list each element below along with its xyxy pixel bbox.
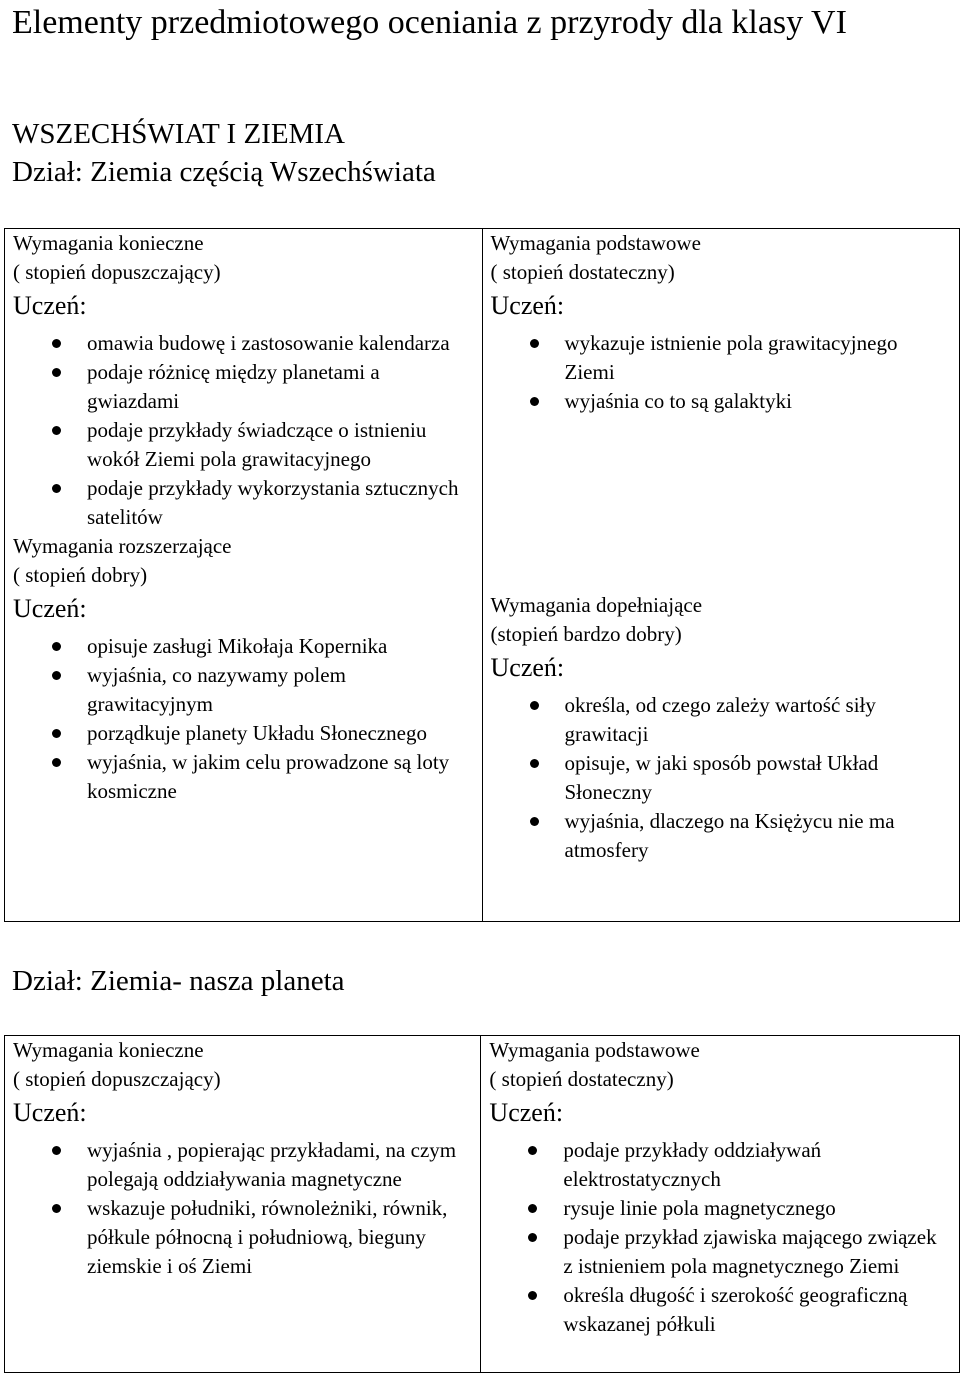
bullet-icon <box>530 397 539 406</box>
list-item <box>13 416 474 474</box>
bullet-icon <box>52 484 61 493</box>
grade-label: (stopień bardzo dobry) <box>490 622 682 646</box>
requirement-block <box>13 229 474 532</box>
requirement-block <box>13 532 474 806</box>
student-label: Uczeń: <box>13 1098 87 1127</box>
requirement-list <box>491 329 952 416</box>
list-item-text: opisuje zasługi Mikołaja Kopernika <box>87 634 388 658</box>
grade-label: ( stopień dostateczny) <box>489 1067 674 1091</box>
list-item <box>13 632 474 661</box>
list-item-text: podaje przykłady świadczące o istnieniu wokół Ziemi pola grawitacyjnego <box>87 418 427 471</box>
list-item <box>13 358 474 416</box>
list-item-text: wykazuje istnienie pola grawitacyjnego Ziemi <box>564 331 898 384</box>
right-column-1 <box>482 229 960 922</box>
grade-label: ( stopień dopuszczający) <box>13 260 221 284</box>
section-heading-2: Dział: Ziemia- nasza planeta <box>12 965 345 997</box>
list-item-text: wskazuje południki, równoleżniki, równik, półkule północną i południową, bieguny ziemskie i oś Ziemi <box>87 1196 448 1278</box>
list-item <box>13 474 474 532</box>
requirement-level: Wymagania rozszerzające <box>13 534 232 558</box>
requirement-block <box>491 229 952 591</box>
requirement-level: Wymagania konieczne <box>13 1038 204 1062</box>
bullet-icon <box>52 339 61 348</box>
requirement-block <box>489 1036 951 1339</box>
list-item <box>489 1194 951 1223</box>
bullet-icon <box>528 1204 537 1213</box>
bullet-icon <box>52 729 61 738</box>
list-item <box>13 748 474 806</box>
bullet-icon <box>52 758 61 767</box>
student-label: Uczeń: <box>13 594 87 623</box>
requirement-level: Wymagania konieczne <box>13 231 204 255</box>
list-item <box>491 807 952 865</box>
list-item <box>13 661 474 719</box>
list-item <box>491 749 952 807</box>
requirement-level: Wymagania podstawowe <box>489 1038 700 1062</box>
bullet-icon <box>528 1233 537 1242</box>
left-column-2 <box>5 1036 481 1373</box>
list-item-text: porządkuje planety Układu Słonecznego <box>87 721 427 745</box>
requirement-list <box>489 1136 951 1339</box>
requirement-list <box>13 329 474 532</box>
requirement-list <box>13 632 474 806</box>
list-item-text: omawia budowę i zastosowanie kalendarza <box>87 331 450 355</box>
list-item <box>13 1194 472 1281</box>
right-column-2 <box>481 1036 960 1373</box>
list-item-text: rysuje linie pola magnetycznego <box>563 1196 836 1220</box>
left-column-1 <box>5 229 483 922</box>
requirement-list <box>491 691 952 865</box>
list-item-text: określa długość i szerokość geograficzną wskazanej półkuli <box>563 1283 908 1336</box>
list-item <box>489 1223 951 1281</box>
student-label: Uczeń: <box>490 653 565 682</box>
requirement-block <box>491 591 952 865</box>
bullet-icon <box>530 339 539 348</box>
list-item-text: wyjaśnia, co nazywamy polem grawitacyjnym <box>87 663 346 716</box>
requirement-level: Wymagania dopełniające <box>490 593 703 617</box>
list-item-text: podaje przykłady wykorzystania sztucznych satelitów <box>87 476 459 529</box>
bullet-icon <box>52 1204 61 1213</box>
page-title: Elementy przedmiotowego oceniania z przyrody dla klasy VI <box>12 4 847 41</box>
list-item-text: podaje różnicę między planetami a gwiazdami <box>87 360 380 413</box>
list-item <box>491 329 952 387</box>
list-item <box>489 1281 951 1339</box>
list-item-text: podaje przykłady oddziaływań elektrostatycznych <box>563 1138 822 1191</box>
list-item-text: wyjaśnia, w jakim celu prowadzone są loty kosmiczne <box>87 750 450 803</box>
bullet-icon <box>52 426 61 435</box>
student-label: Uczeń: <box>489 1098 564 1127</box>
bullet-icon <box>530 817 539 826</box>
requirement-list <box>13 1136 472 1281</box>
list-item <box>13 1136 472 1194</box>
list-item-text: wyjaśnia , popierając przykładami, na czym polegają oddziaływania magnetyczne <box>87 1138 457 1191</box>
requirements-table-1 <box>4 228 960 922</box>
bullet-icon <box>52 642 61 651</box>
list-item-text: wyjaśnia co to są galaktyki <box>564 389 792 413</box>
list-item <box>13 719 474 748</box>
bullet-icon <box>52 368 61 377</box>
list-item <box>489 1136 951 1194</box>
list-item <box>491 691 952 749</box>
bullet-icon <box>528 1146 537 1155</box>
requirements-table-2 <box>4 1035 960 1373</box>
bullet-icon <box>528 1291 537 1300</box>
bullet-icon <box>530 759 539 768</box>
topic-heading: WSZECHŚWIAT I ZIEMIA <box>12 118 345 150</box>
student-label: Uczeń: <box>490 291 565 320</box>
grade-label: ( stopień dobry) <box>13 563 148 587</box>
bullet-icon <box>52 671 61 680</box>
requirement-block <box>13 1036 472 1281</box>
list-item-text: podaje przykład zjawiska mającego związek z istnieniem pola magnetycznego Ziemi <box>563 1225 937 1278</box>
grade-label: ( stopień dopuszczający) <box>13 1067 221 1091</box>
list-item-text: wyjaśnia, dlaczego na Księżycu nie ma atmosfery <box>564 809 895 862</box>
requirement-level: Wymagania podstawowe <box>490 231 701 255</box>
grade-label: ( stopień dostateczny) <box>490 260 675 284</box>
section-heading-1: Dział: Ziemia częścią Wszechświata <box>12 156 436 188</box>
bullet-icon <box>530 701 539 710</box>
bullet-icon <box>52 1146 61 1155</box>
list-item <box>491 387 952 416</box>
list-item <box>13 329 474 358</box>
list-item-text: określa, od czego zależy wartość siły grawitacji <box>564 693 876 746</box>
list-item-text: opisuje, w jaki sposób powstał Układ Słoneczny <box>564 751 879 804</box>
student-label: Uczeń: <box>13 291 87 320</box>
